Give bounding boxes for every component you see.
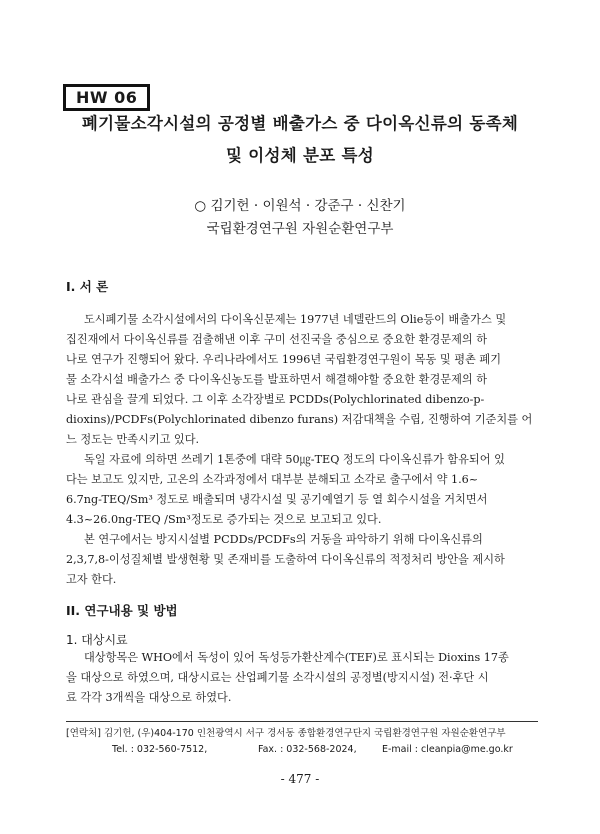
contact-address: [연락처] 김기헌, (우)404-170 인천광역시 서구 경서동 종합환경연구단지 국립환경연구원 자원순환연구부 bbox=[66, 728, 506, 739]
footnote-divider bbox=[66, 721, 538, 722]
text-line: 집진재에서 다이옥신류를 검출해낸 이후 구미 선진국을 중심으로 중요한 환경문제의 하 bbox=[66, 333, 488, 346]
text-line: 4.3~26.0ng-TEQ /Sm³정도로 증가되는 것으로 보고되고 있다. bbox=[66, 513, 382, 526]
contact-email: E-mail : cleanpia@me.go.kr bbox=[382, 744, 513, 755]
text-line: 나로 연구가 진행되어 왔다. 우리나라에서도 1996년 국립환경연구원이 목동 및 평촌 폐기 bbox=[66, 353, 502, 366]
text-line: 물 소각시설 배출가스 중 다이옥신농도를 발표하면서 해결해야할 중요한 환경문제의 하 bbox=[66, 373, 488, 386]
text-line: 2,3,7,8-이성질체별 발생현황 및 존재비를 도출하여 다이옥신류의 적정처리 방안을 제시하 bbox=[66, 553, 505, 566]
text-line: 독일 자료에 의하면 쓰레기 1톤중에 대략 50㎍-TEQ 정도의 다이옥신류가 함유되어 있 bbox=[84, 453, 505, 466]
text-line: 다는 보고도 있지만, 고온의 소각과정에서 대부분 분해되고 소각로 출구에서 약 1.6~ bbox=[66, 473, 479, 486]
section-2-heading: II. 연구내용 및 방법 bbox=[66, 603, 178, 618]
section-1-heading: I. 서 론 bbox=[66, 279, 109, 294]
page-number: - 477 - bbox=[280, 772, 320, 786]
title-line-1: 폐기물소각시설의 공정별 배출가스 중 다이옥신류의 동족체 bbox=[81, 114, 519, 133]
affiliation: 국립환경연구원 자원순환연구부 bbox=[206, 221, 394, 237]
title-line-2: 및 이성체 분포 특성 bbox=[225, 146, 375, 165]
text-line: 나로 관심을 끌게 되었다. 그 이후 소각장별로 PCDDs(Polychlorinated dibenzo-p- bbox=[66, 393, 485, 406]
contact-tel: Tel. : 032-560-7512, bbox=[112, 744, 208, 755]
text-line: 고자 한다. bbox=[66, 573, 117, 586]
text-line: 느 정도는 만족시키고 있다. bbox=[66, 433, 200, 446]
subsection-1-heading: 1. 대상시료 bbox=[66, 633, 128, 647]
paper-code-box: HW 06 bbox=[63, 84, 150, 111]
intro-paragraph-2 bbox=[66, 450, 546, 530]
contact-fax: Fax. : 032-568-2024, bbox=[258, 744, 357, 755]
text-line: 료 각각 3개씩을 대상으로 하였다. bbox=[66, 691, 232, 704]
text-line: 본 연구에서는 방지시설별 PCDDs/PCDFs의 거동을 파악하기 위해 다이옥신류의 bbox=[84, 533, 483, 546]
text-line: 을 대상으로 하였으며, 대상시료는 산업폐기물 소각시설의 공정별(방지시설) 전·후단 시 bbox=[66, 671, 489, 684]
methods-paragraph-1 bbox=[66, 648, 546, 708]
authors: ○ 김기헌 · 이원석 · 강준구 · 신찬기 bbox=[194, 198, 406, 214]
text-line: 6.7ng-TEQ/Sm³ 정도로 배출되며 냉각시설 및 공기예열기 등 열 회수시설을 거치면서 bbox=[66, 493, 488, 506]
text-line: 대상항목은 WHO에서 독성이 있어 독성등가환산계수(TEF)로 표시되는 Dioxins 17종 bbox=[84, 651, 509, 664]
intro-paragraph-1 bbox=[66, 310, 546, 450]
intro-paragraph-3 bbox=[66, 530, 546, 590]
text-line: 도시폐기물 소각시설에서의 다이옥신문제는 1977년 네델란드의 Olie등이 배출가스 및 bbox=[84, 313, 507, 326]
text-line: dioxins)/PCDFs(Polychlorinated dibenzo furans) 저감대책을 수립, 진행하여 기준치를 어 bbox=[66, 413, 533, 426]
